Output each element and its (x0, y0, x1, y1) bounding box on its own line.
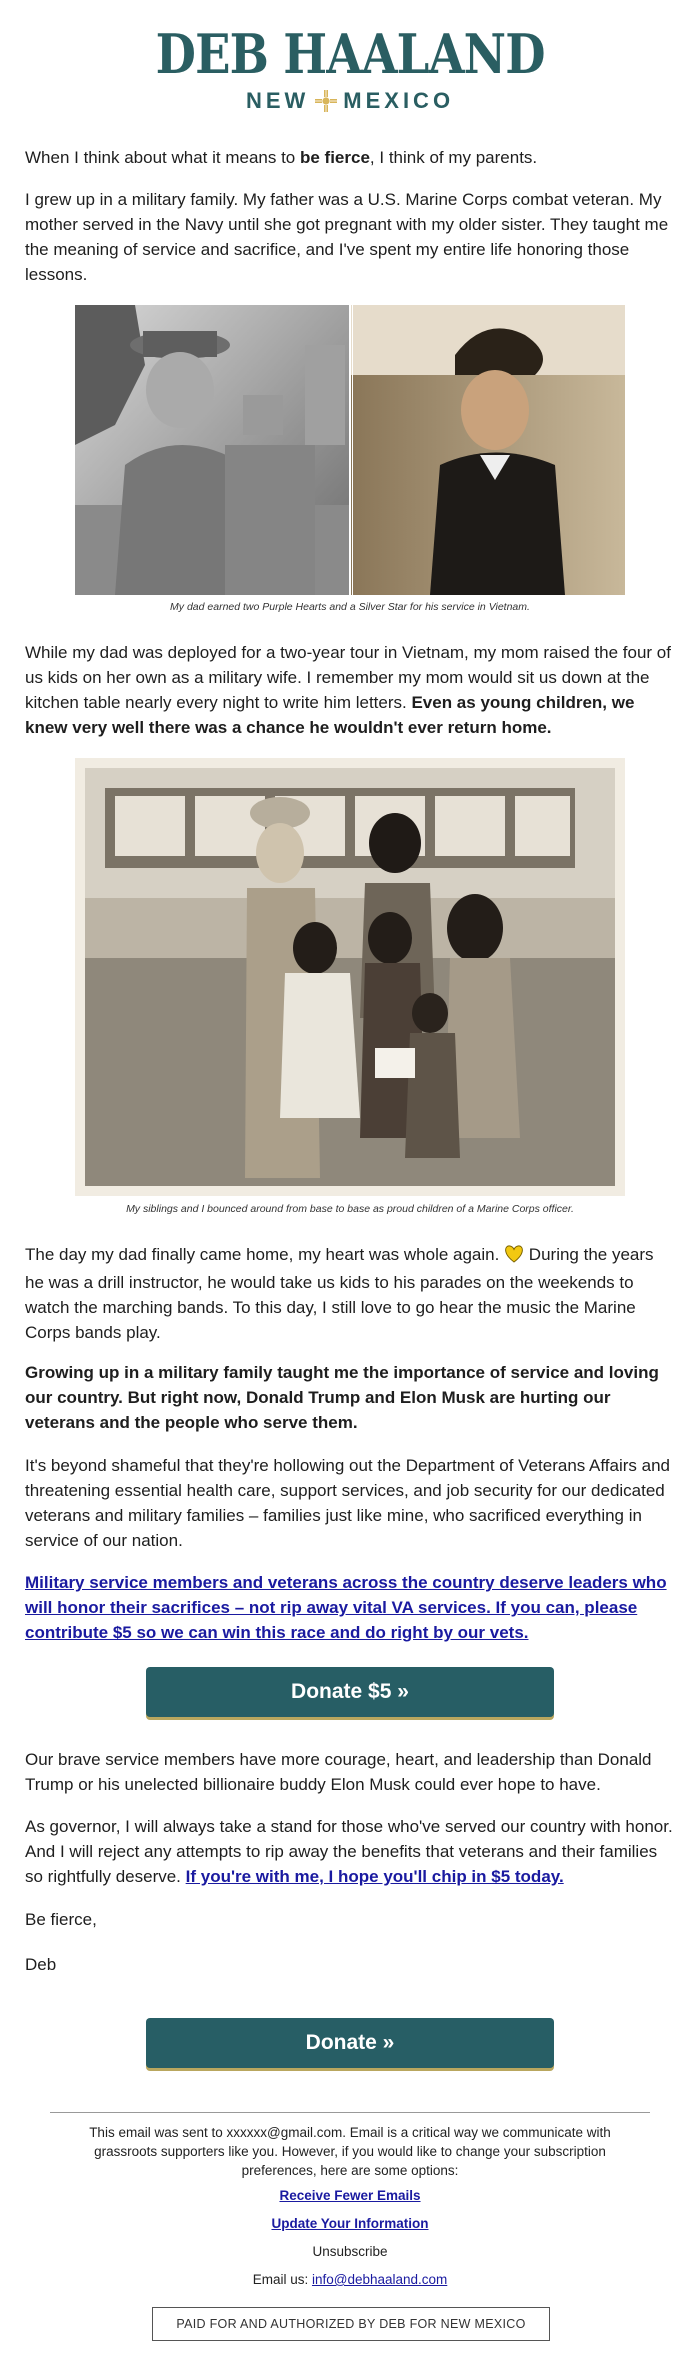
yellow-heart-icon (504, 1245, 524, 1270)
homecoming-text-end: During the years he was a drill instructor, he would take us kids to his parades on the weekends to watch the marching bands. To this day, I still love to go hear the music the Marine Corps bands play. (25, 1245, 654, 1342)
paragraph-governor (25, 1814, 675, 1889)
email-label: Email us: (252, 2272, 312, 2287)
chip-in-link[interactable]: If you're with me, I hope you'll chip in $5 today. (185, 1867, 564, 1886)
governor-text: As governor, I will always take a stand for those who've served our country with honor. And I will reject any attempts to rip away the benefits that veterans and their families so rightfully deserve. (25, 1817, 673, 1886)
signoff: Be fierce, (25, 1910, 97, 1929)
photo-parents-svg (75, 305, 625, 595)
logo-state-left: NEW (245, 88, 310, 113)
update-information-link[interactable]: Update Your Information (271, 2216, 429, 2231)
receive-fewer-emails-link[interactable]: Receive Fewer Emails (279, 2188, 421, 2203)
campaign-logo[interactable] (0, 24, 700, 118)
paragraph-homecoming (25, 1242, 675, 1345)
logo-name: DEB HAALAND (155, 22, 545, 86)
footer-update-line (60, 2214, 640, 2233)
deployment-bold: Even as young children, we knew very well there was a chance he wouldn't ever return home. (25, 693, 635, 737)
deployment-text: While my dad was deployed for a two-year tour in Vietnam, my mom raised the four of us kids on her own as a military wife. I remember my mom would sit us down at the kitchen table nearly every night to write him letters. (25, 643, 671, 712)
donate-button[interactable]: Donate » (146, 2018, 554, 2068)
intro-text: When I think about what it means to (25, 148, 300, 167)
zia-sun-icon (315, 90, 337, 118)
logo-state (0, 88, 700, 118)
intro-text-end: , I think of my parents. (369, 148, 538, 167)
email-link[interactable]: info@debhaaland.com (311, 2272, 448, 2287)
paragraph-service-bold: Growing up in a military family taught me the importance of service and loving our country. But right now, Donald Trump and Elon Musk are hurting our veterans and the people who serve them. (25, 1363, 659, 1432)
paragraph-intro (25, 145, 675, 170)
signature: Deb (25, 1955, 57, 1974)
intro-bold: be fierce (299, 148, 370, 167)
contribute-link[interactable]: Military service members and veterans across the country deserve leaders who will honor their sacrifices – not rip away vital VA services. If you can, please contribute $5 so we can win this race and do right by our vets. (25, 1573, 667, 1642)
paragraph-courage: Our brave service members have more courage, heart, and leadership than Donald Trump or his unelected billionaire buddy Elon Musk could ever hope to have. (25, 1750, 652, 1794)
paragraph-va-cuts: It's beyond shameful that they're hollowing out the Department of Veterans Affairs and threatening essential health care, support services, and job security for our dedicated veterans and military families – families just like mine, who sacrificed everything in service of our nation. (25, 1456, 671, 1550)
unsubscribe-link[interactable]: Unsubscribe (312, 2244, 388, 2259)
photo-parents-service (75, 305, 625, 595)
homecoming-text: The day my dad finally came home, my heart was whole again. (25, 1245, 505, 1264)
footer-email-line (60, 2270, 640, 2289)
photo-family (75, 758, 625, 1196)
footer-divider (50, 2112, 650, 2113)
footer-notice: This email was sent to xxxxxx@gmail.com. Email is a critical way we communicate with grassroots supporters like you. However, if you would like to change your subscription preferences, here are some options: (89, 2125, 611, 2178)
paid-for-disclaimer: PAID FOR AND AUTHORIZED BY DEB FOR NEW MEXICO (152, 2307, 550, 2341)
paragraph-deployment (25, 640, 675, 740)
photo-family-svg (75, 758, 625, 1196)
donate-5-button[interactable]: Donate $5 » (146, 1667, 554, 1717)
footer-fewer-line (60, 2186, 640, 2205)
paragraph-family: I grew up in a military family. My father was a U.S. Marine Corps combat veteran. My mother served in the Navy until she got pregnant with my older sister. They taught me the meaning of service and sacrifice, and I've spent my entire life honoring those lessons. (25, 190, 669, 284)
photo-caption-2: My siblings and I bounced around from base to base as proud children of a Marine Corps officer. (126, 1203, 574, 1215)
photo-caption-1: My dad earned two Purple Hearts and a Silver Star for his service in Vietnam. (170, 601, 530, 613)
logo-state-right: MEXICO (343, 88, 455, 113)
